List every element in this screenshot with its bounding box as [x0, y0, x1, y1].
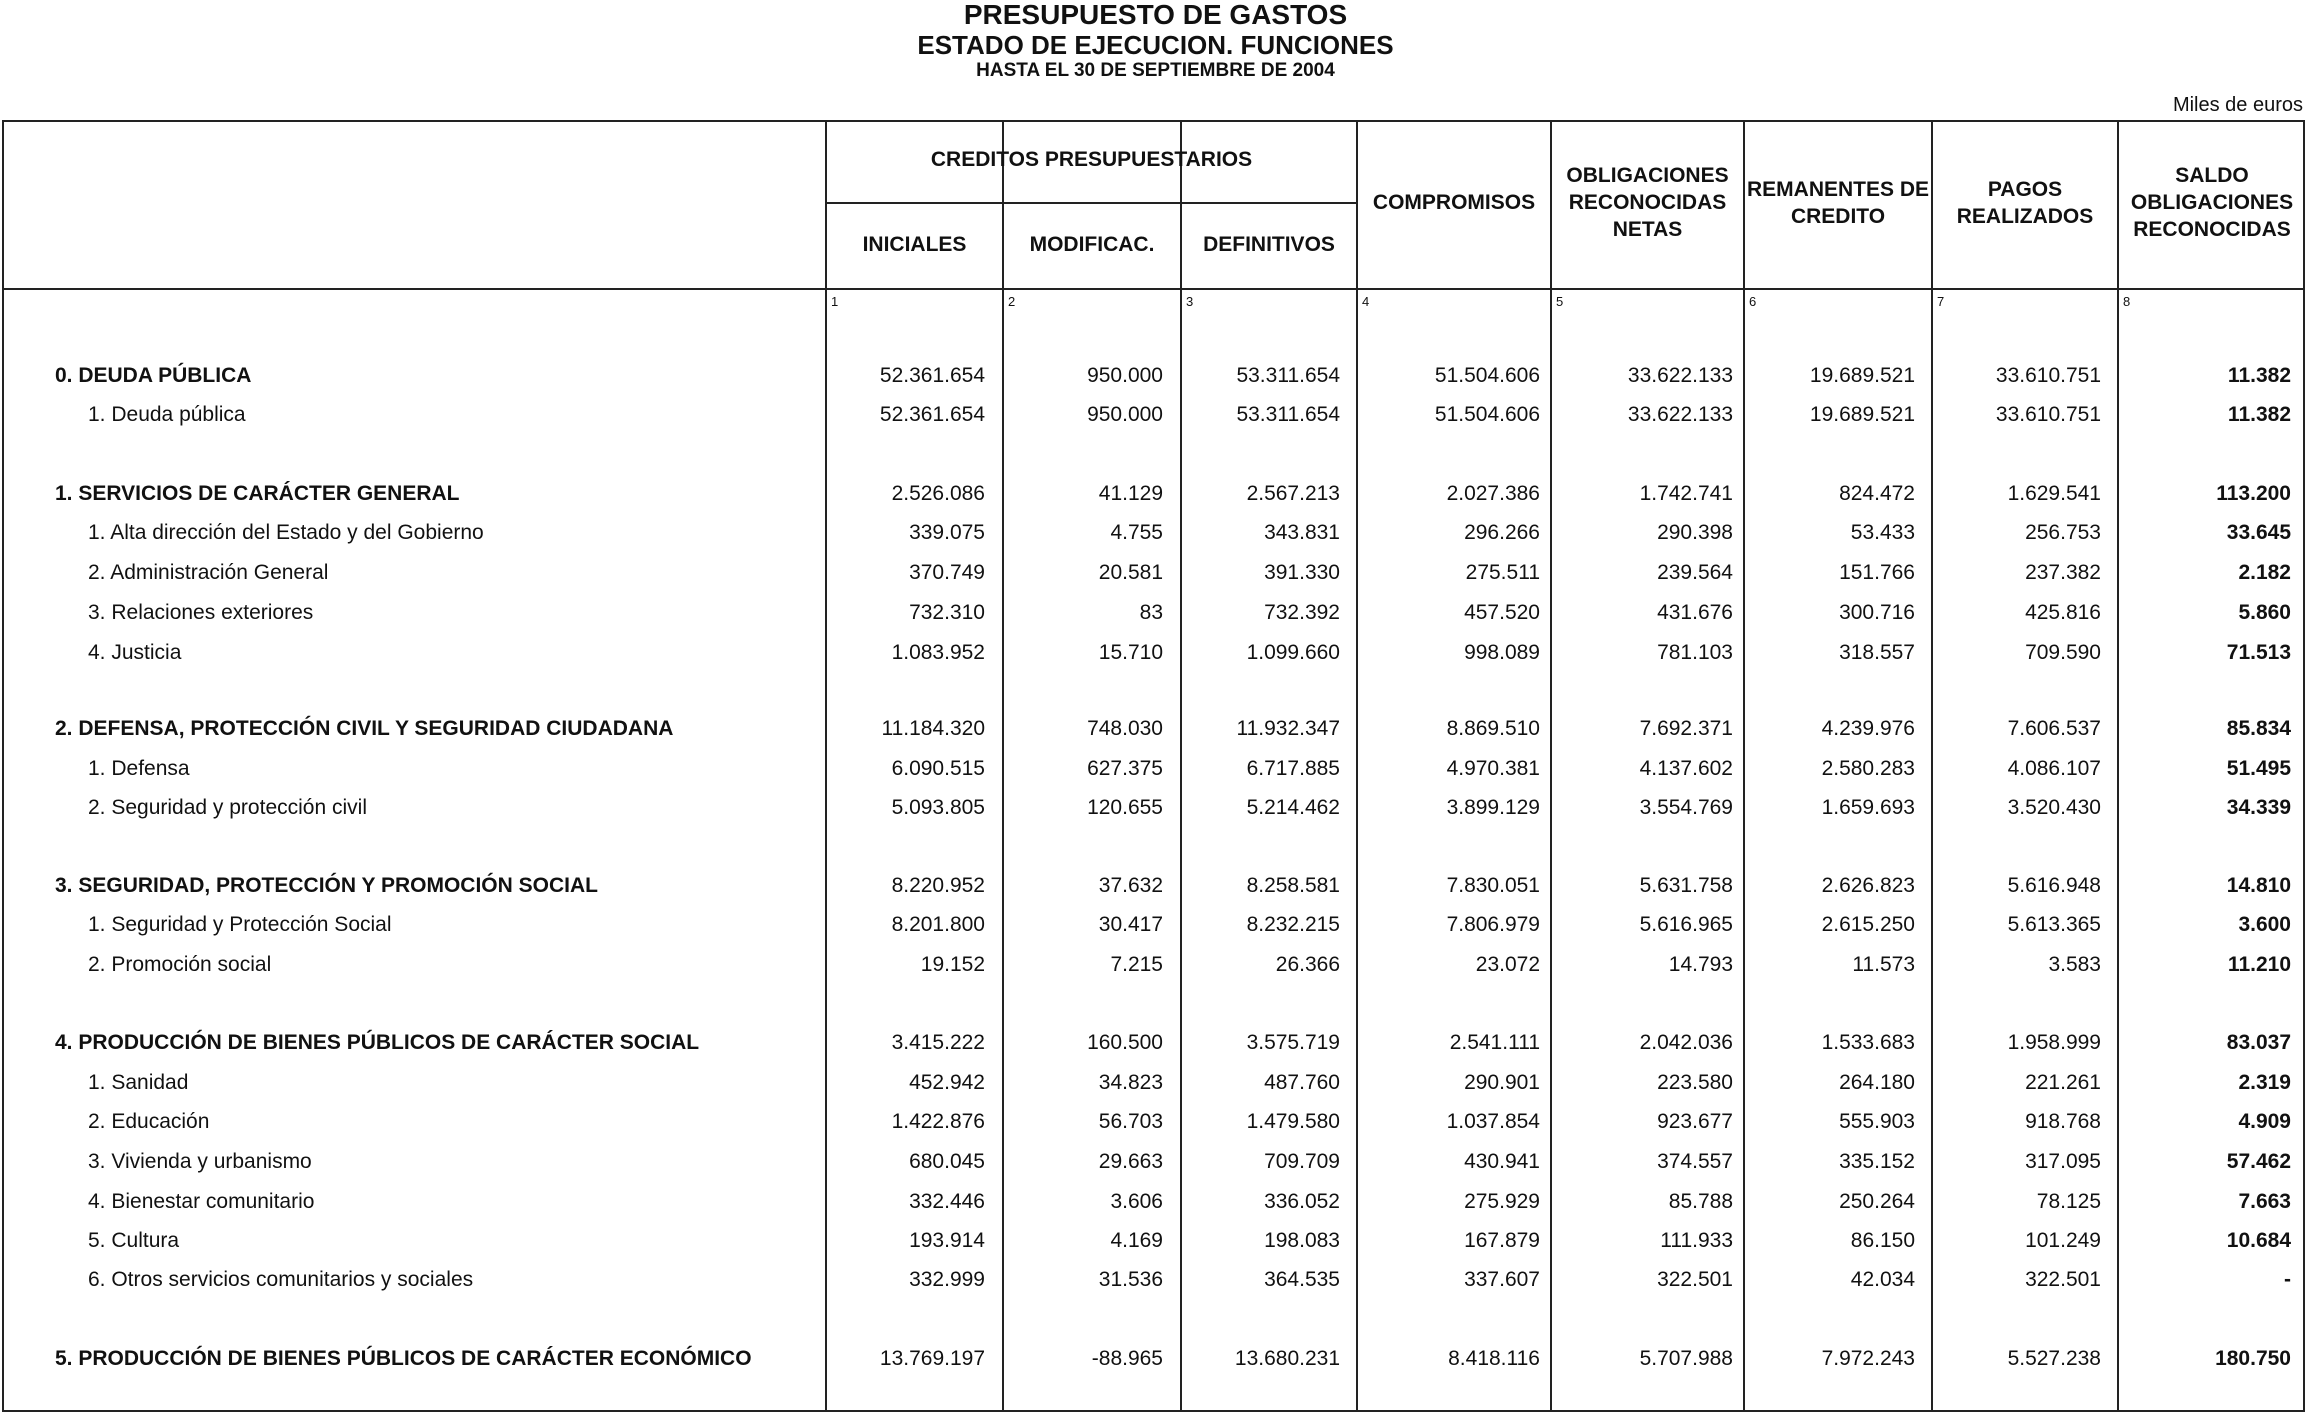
cell-value: 8.258.581 — [1246, 874, 1340, 897]
cell-value: 1.479.580 — [1246, 1110, 1340, 1133]
cell-value: 34.339 — [2226, 796, 2291, 819]
cell-value: 5.860 — [2238, 601, 2291, 624]
cell-value: 1.037.854 — [1446, 1110, 1540, 1133]
cell-value: 8.869.510 — [1446, 717, 1540, 740]
cell-value: 4.909 — [2238, 1110, 2291, 1133]
cell-value: 167.879 — [1464, 1229, 1540, 1252]
row-label: 1. SERVICIOS DE CARÁCTER GENERAL — [55, 482, 460, 505]
cell-value: 10.684 — [2226, 1229, 2291, 1252]
cell-value: 78.125 — [2036, 1190, 2101, 1213]
cell-value: 457.520 — [1464, 601, 1540, 624]
cell-value: 4.755 — [1110, 521, 1163, 544]
cell-value: 2.580.283 — [1821, 757, 1915, 780]
cell-value: 13.680.231 — [1234, 1347, 1340, 1370]
cell-value: 335.152 — [1839, 1150, 1915, 1173]
cell-value: 627.375 — [1087, 757, 1163, 780]
cell-value: 391.330 — [1264, 561, 1340, 584]
row-label: 1. Deuda pública — [88, 403, 246, 426]
header-definitivos: DEFINITIVOS — [1203, 233, 1335, 256]
cell-value: 275.511 — [1465, 561, 1540, 584]
cell-value: 6.717.885 — [1246, 757, 1340, 780]
units-label: Miles de euros — [2172, 94, 2303, 116]
cell-value: 250.264 — [1839, 1190, 1915, 1213]
cell-value: 7.215 — [1110, 953, 1163, 976]
cell-value: 86.150 — [1850, 1229, 1915, 1252]
cell-value: 41.129 — [1098, 482, 1163, 505]
cell-value: 1.533.683 — [1821, 1031, 1915, 1054]
cell-value: 8.220.952 — [891, 874, 985, 897]
row-label: 1. Sanidad — [88, 1071, 189, 1094]
column-number: 6 — [1749, 294, 1757, 309]
cell-value: 4.169 — [1110, 1229, 1163, 1252]
section-row — [0, 364, 2311, 394]
cell-value: 781.103 — [1657, 641, 1733, 664]
row-label: 6. Otros servicios comunitarios y sociales — [88, 1268, 474, 1291]
cell-value: 8.418.116 — [1448, 1347, 1540, 1370]
header-pagos: PAGOS REALIZADOS — [1956, 178, 2094, 228]
row-label: 2. DEFENSA, PROTECCIÓN CIVIL Y SEGURIDAD CIUDADANA — [55, 717, 674, 740]
table-row — [0, 521, 2311, 551]
cell-value: - — [2284, 1268, 2291, 1291]
cell-value: 430.941 — [1464, 1150, 1540, 1173]
column-number: 1 — [831, 294, 839, 309]
cell-value: 20.581 — [1098, 561, 1163, 584]
row-label: 2. Educación — [88, 1110, 210, 1133]
cell-value: 296.266 — [1464, 521, 1540, 544]
table-row — [0, 953, 2311, 983]
cell-value: 4.970.381 — [1446, 757, 1540, 780]
cell-value: 11.210 — [2227, 953, 2291, 976]
section-row — [0, 1031, 2311, 1061]
cell-value: 3.520.430 — [2007, 796, 2101, 819]
column-number: 3 — [1186, 294, 1194, 309]
cell-value: 11.932.347 — [1236, 717, 1340, 740]
row-label: 4. Bienestar comunitario — [88, 1190, 315, 1213]
cell-value: 1.659.693 — [1821, 796, 1915, 819]
cell-value: 223.580 — [1657, 1071, 1733, 1094]
header-saldo: SALDO OBLIGACIONES RECONOCIDAS — [2130, 164, 2294, 241]
column-number: 4 — [1362, 294, 1370, 309]
cell-value: 33.645 — [2226, 521, 2291, 544]
cell-value: 3.899.129 — [1446, 796, 1540, 819]
cell-value: 824.472 — [1839, 482, 1915, 505]
cell-value: 111.933 — [1660, 1229, 1733, 1252]
cell-value: 7.606.537 — [2007, 717, 2101, 740]
cell-value: 2.182 — [2238, 561, 2291, 584]
cell-value: 275.929 — [1464, 1190, 1540, 1213]
row-label: 4. Justicia — [88, 641, 182, 664]
cell-value: 1.083.952 — [891, 641, 985, 664]
table-row — [0, 913, 2311, 943]
table-row — [0, 561, 2311, 591]
cell-value: 11.382 — [2227, 364, 2291, 387]
cell-value: 322.501 — [1657, 1268, 1733, 1291]
row-label: 1. Seguridad y Protección Social — [88, 913, 392, 936]
cell-value: 51.504.606 — [1434, 403, 1540, 426]
cell-value: 51.504.606 — [1434, 364, 1540, 387]
cell-value: 42.034 — [1850, 1268, 1915, 1291]
cell-value: 37.632 — [1098, 874, 1163, 897]
cell-value: 52.361.654 — [879, 403, 985, 426]
cell-value: 160.500 — [1087, 1031, 1163, 1054]
cell-value: 2.027.386 — [1446, 482, 1540, 505]
cell-value: 53.311.654 — [1236, 403, 1340, 426]
cell-value: 13.769.197 — [879, 1347, 985, 1370]
row-label: 0. DEUDA PÚBLICA — [55, 364, 252, 387]
cell-value: 19.689.521 — [1809, 364, 1915, 387]
table-row — [0, 1071, 2311, 1101]
cell-value: 2.526.086 — [891, 482, 985, 505]
cell-value: 5.707.988 — [1639, 1347, 1733, 1370]
cell-value: -88.965 — [1091, 1347, 1163, 1370]
cell-value: 339.075 — [909, 521, 985, 544]
cell-value: 290.398 — [1657, 521, 1733, 544]
table-row — [0, 757, 2311, 787]
cell-value: 33.610.751 — [1995, 364, 2101, 387]
cell-value: 2.615.250 — [1821, 913, 1915, 936]
cell-value: 101.249 — [2025, 1229, 2101, 1252]
cell-value: 5.616.948 — [2007, 874, 2101, 897]
cell-value: 7.663 — [2238, 1190, 2291, 1213]
table-row — [0, 796, 2311, 826]
header-modificac: MODIFICAC. — [1029, 233, 1155, 256]
cell-value: 57.462 — [2226, 1150, 2291, 1173]
cell-value: 370.749 — [909, 561, 985, 584]
header-bottom-rule — [2, 288, 2305, 290]
section-row — [0, 482, 2311, 512]
cell-value: 732.392 — [1264, 601, 1340, 624]
row-label: 2. Promoción social — [88, 953, 272, 976]
cell-value: 53.311.654 — [1236, 364, 1340, 387]
cell-value: 4.086.107 — [2007, 757, 2101, 780]
cell-value: 11.573 — [1852, 953, 1915, 976]
cell-value: 5.527.238 — [2007, 1347, 2101, 1370]
cell-value: 151.766 — [1839, 561, 1915, 584]
cell-value: 343.831 — [1264, 521, 1340, 544]
cell-value: 709.709 — [1264, 1150, 1340, 1173]
cell-value: 180.750 — [2215, 1347, 2291, 1370]
cell-value: 4.137.602 — [1639, 757, 1733, 780]
cell-value: 52.361.654 — [879, 364, 985, 387]
cell-value: 113.200 — [2216, 482, 2291, 505]
cell-value: 198.083 — [1264, 1229, 1340, 1252]
header-iniciales: INICIALES — [862, 233, 967, 256]
cell-value: 680.045 — [909, 1150, 985, 1173]
cell-value: 71.513 — [2226, 641, 2291, 664]
cell-value: 5.093.805 — [891, 796, 985, 819]
cell-value: 364.535 — [1264, 1268, 1340, 1291]
cell-value: 30.417 — [1098, 913, 1163, 936]
row-label: 5. Cultura — [88, 1229, 180, 1252]
header-compromisos: COMPROMISOS — [1372, 191, 1536, 214]
cell-value: 923.677 — [1657, 1110, 1733, 1133]
cell-value: 336.052 — [1264, 1190, 1340, 1213]
header-divider — [825, 202, 1356, 204]
cell-value: 3.600 — [2238, 913, 2291, 936]
cell-value: 732.310 — [909, 601, 985, 624]
cell-value: 8.201.800 — [891, 913, 985, 936]
cell-value: 2.042.036 — [1639, 1031, 1733, 1054]
cell-value: 998.089 — [1464, 641, 1540, 664]
table-row — [0, 403, 2311, 433]
cell-value: 918.768 — [2025, 1110, 2101, 1133]
section-row — [0, 717, 2311, 747]
cell-value: 317.095 — [2025, 1150, 2101, 1173]
row-label: 3. SEGURIDAD, PROTECCIÓN Y PROMOCIÓN SOCIAL — [55, 874, 598, 897]
cell-value: 51.495 — [2226, 757, 2291, 780]
column-number: 8 — [2123, 294, 2131, 309]
section-row — [0, 874, 2311, 904]
cell-value: 5.613.365 — [2007, 913, 2101, 936]
cell-value: 19.152 — [920, 953, 985, 976]
cell-value: 1.422.876 — [891, 1110, 985, 1133]
cell-value: 29.663 — [1098, 1150, 1163, 1173]
cell-value: 709.590 — [2025, 641, 2101, 664]
cell-value: 23.072 — [1475, 953, 1540, 976]
cell-value: 318.557 — [1839, 641, 1915, 664]
cell-value: 3.415.222 — [891, 1031, 985, 1054]
cell-value: 56.703 — [1098, 1110, 1163, 1133]
cell-value: 5.631.758 — [1639, 874, 1733, 897]
cell-value: 425.816 — [2025, 601, 2101, 624]
cell-value: 950.000 — [1087, 364, 1163, 387]
header-remanentes: REMANENTES DE CREDITO — [1746, 178, 1930, 228]
column-number: 5 — [1556, 294, 1564, 309]
cell-value: 239.564 — [1657, 561, 1733, 584]
cell-value: 120.655 — [1087, 796, 1163, 819]
cell-value: 264.180 — [1839, 1071, 1915, 1094]
cell-value: 3.606 — [1110, 1190, 1163, 1213]
cell-value: 290.901 — [1464, 1071, 1540, 1094]
cell-value: 3.583 — [2048, 953, 2101, 976]
cell-value: 7.830.051 — [1446, 874, 1540, 897]
row-label: 2. Seguridad y protección civil — [88, 796, 367, 819]
cell-value: 193.914 — [909, 1229, 985, 1252]
cell-value: 431.676 — [1657, 601, 1733, 624]
cell-value: 11.184.320 — [881, 717, 985, 740]
header-creditos: CREDITOS PRESUPUESTARIOS — [930, 148, 1253, 171]
cell-value: 332.999 — [909, 1268, 985, 1291]
cell-value: 19.689.521 — [1809, 403, 1915, 426]
row-label: 3. Relaciones exteriores — [88, 601, 314, 624]
cell-value: 337.607 — [1464, 1268, 1540, 1291]
cell-value: 1.629.541 — [2007, 482, 2101, 505]
cell-value: 33.610.751 — [1995, 403, 2101, 426]
cell-value: 33.622.133 — [1627, 364, 1733, 387]
cell-value: 53.433 — [1850, 521, 1915, 544]
cell-value: 256.753 — [2025, 521, 2101, 544]
table-row — [0, 1268, 2311, 1298]
cell-value: 6.090.515 — [891, 757, 985, 780]
cell-value: 950.000 — [1087, 403, 1163, 426]
report-subtitle: ESTADO DE EJECUCION. FUNCIONES — [917, 30, 1394, 60]
row-label: 4. PRODUCCIÓN DE BIENES PÚBLICOS DE CARÁCTER SOCIAL — [55, 1031, 700, 1054]
cell-value: 1.958.999 — [2007, 1031, 2101, 1054]
cell-value: 221.261 — [2025, 1071, 2101, 1094]
cell-value: 2.567.213 — [1246, 482, 1340, 505]
row-label: 2. Administración General — [88, 561, 329, 584]
cell-value: 487.760 — [1264, 1071, 1340, 1094]
header-obligaciones: OBLIGACIONES RECONOCIDAS NETAS — [1566, 164, 1729, 241]
table-row — [0, 1229, 2311, 1259]
cell-value: 11.382 — [2227, 403, 2291, 426]
cell-value: 555.903 — [1839, 1110, 1915, 1133]
cell-value: 26.366 — [1275, 953, 1340, 976]
cell-value: 14.810 — [2226, 874, 2291, 897]
table-row — [0, 1150, 2311, 1180]
cell-value: 15.710 — [1098, 641, 1163, 664]
cell-value: 748.030 — [1087, 717, 1163, 740]
cell-value: 2.541.111 — [1449, 1031, 1540, 1054]
table-row — [0, 641, 2311, 671]
cell-value: 5.214.462 — [1246, 796, 1340, 819]
cell-value: 2.319 — [2238, 1071, 2291, 1094]
cell-value: 332.446 — [909, 1190, 985, 1213]
cell-value: 8.232.215 — [1246, 913, 1340, 936]
cell-value: 7.692.371 — [1639, 717, 1733, 740]
report-title: PRESUPUESTO DE GASTOS — [963, 0, 1348, 30]
cell-value: 7.806.979 — [1446, 913, 1540, 936]
cell-value: 1.099.660 — [1246, 641, 1340, 664]
column-number: 2 — [1008, 294, 1016, 309]
cell-value: 4.239.976 — [1821, 717, 1915, 740]
row-label: 5. PRODUCCIÓN DE BIENES PÚBLICOS DE CARÁCTER ECONÓMICO — [55, 1347, 752, 1370]
cell-value: 85.834 — [2226, 717, 2291, 740]
cell-value: 14.793 — [1668, 953, 1733, 976]
row-label: 1. Defensa — [88, 757, 190, 780]
cell-value: 34.823 — [1098, 1071, 1163, 1094]
cell-value: 7.972.243 — [1821, 1347, 1915, 1370]
cell-value: 300.716 — [1839, 601, 1915, 624]
cell-value: 2.626.823 — [1821, 874, 1915, 897]
row-label: 1. Alta dirección del Estado y del Gobierno — [88, 521, 484, 544]
cell-value: 83.037 — [2226, 1031, 2291, 1054]
section-row — [0, 1347, 2311, 1377]
row-label: 3. Vivienda y urbanismo — [88, 1150, 312, 1173]
cell-value: 31.536 — [1098, 1268, 1163, 1291]
table-row — [0, 601, 2311, 631]
cell-value: 83 — [1139, 601, 1163, 624]
cell-value: 237.382 — [2025, 561, 2101, 584]
table-row — [0, 1190, 2311, 1220]
cell-value: 452.942 — [909, 1071, 985, 1094]
table-row — [0, 1110, 2311, 1140]
cell-value: 3.554.769 — [1639, 796, 1733, 819]
cell-value: 374.557 — [1657, 1150, 1733, 1173]
cell-value: 5.616.965 — [1639, 913, 1733, 936]
cell-value: 1.742.741 — [1639, 482, 1733, 505]
cell-value: 85.788 — [1668, 1190, 1733, 1213]
cell-value: 33.622.133 — [1627, 403, 1733, 426]
cell-value: 3.575.719 — [1246, 1031, 1340, 1054]
report-period: HASTA EL 30 DE SEPTIEMBRE DE 2004 — [976, 60, 1335, 81]
cell-value: 322.501 — [2025, 1268, 2101, 1291]
column-number: 7 — [1937, 294, 1945, 309]
